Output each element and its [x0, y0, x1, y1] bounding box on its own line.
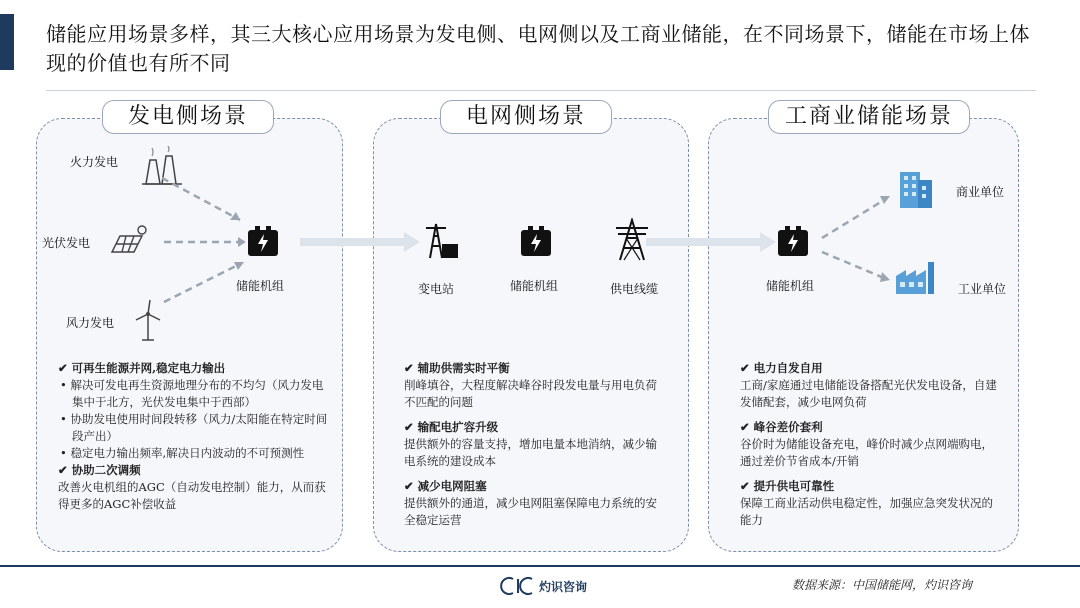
point-text: 谷价时为储能设备充电，峰价时减少点网端购电，通过差价节省成本/开销 — [740, 437, 993, 468]
substation-icon — [418, 220, 460, 260]
panel-title-generation: 发电侧场景 — [102, 100, 274, 134]
point-bullet: • 协助发电使用时间段转移（风力/太阳能在特定时间段产出） — [60, 412, 328, 443]
point-head: ✔ 提升供电可靠性 — [740, 479, 835, 493]
label-substation: 变电站 — [418, 282, 455, 296]
point-text: 削峰填谷，大程度解决峰谷时段发电量与用电负荷不匹配的问题 — [404, 378, 657, 409]
label-industrial-unit: 工业单位 — [958, 282, 1007, 296]
office-building-icon — [894, 166, 936, 210]
label-storage-unit-2: 储能机组 — [510, 279, 559, 293]
panel-title-grid: 电网侧场景 — [440, 100, 612, 134]
point-text: 改善火电机组的AGC（自动发电控制）能力，从而获得更多的AGC补偿收益 — [58, 480, 326, 511]
solar-panel-icon — [108, 222, 150, 258]
label-wind-power: 风力发电 — [66, 316, 115, 330]
point-head: ✔ 输配电扩容升级 — [404, 420, 499, 434]
panel-1-text — [58, 360, 328, 513]
point-head: ✔ 协助二次调频 — [58, 463, 141, 477]
label-solar-power: 光伏发电 — [42, 236, 91, 250]
point-text: 保障工商业活动供电稳定性，加强应急突发状况的能力 — [740, 496, 993, 527]
footer-divider — [0, 565, 1080, 567]
data-source: 数据来源：中国储能网，灼识咨询 — [792, 578, 973, 592]
point-head: ✔ 峰谷差价套利 — [740, 420, 823, 434]
connector-arrow-1 — [300, 230, 420, 254]
panel-title-commercial: 工商业储能场景 — [768, 100, 970, 134]
point-head: ✔ 可再生能源并网,稳定电力输出 — [58, 361, 226, 375]
point-text: 提供额外的容量支持，增加电量本地消纳，减少输电系统的建设成本 — [404, 437, 657, 468]
point-bullet: • 解决可发电再生资源地理分布的不均匀（风力发电集中于北方，光伏发电集中于西部） — [60, 378, 324, 409]
point-head: ✔ 减少电网阻塞 — [404, 479, 487, 493]
panel-2-text — [404, 360, 666, 529]
label-commercial-unit: 商业单位 — [956, 185, 1005, 199]
panel-3-text — [740, 360, 1002, 529]
battery-storage-icon — [776, 226, 810, 256]
point-text: 工商/家庭通过电储能设备搭配光伏发电设备，自建发储配套，减少电网负荷 — [740, 378, 997, 409]
page-title: 储能应用场景多样，其三大核心应用场景为发电侧、电网侧以及工商业储能，在不同场景下，储能在市场上体现的价值也有所不同 — [46, 22, 1030, 75]
power-line-tower-icon — [612, 218, 652, 262]
point-text: 提供额外的通道，减少电网阻塞保障电力系统的安全稳定运营 — [404, 496, 657, 527]
label-storage-unit-3: 储能机组 — [766, 279, 815, 293]
label-power-lines: 供电线缆 — [610, 282, 659, 296]
factory-icon — [892, 256, 938, 296]
label-thermal-power: 火力发电 — [70, 155, 119, 169]
battery-storage-icon — [519, 226, 553, 256]
point-bullet: • 稳定电力输出频率,解决日内波动的不可预测性 — [60, 446, 305, 460]
point-head: ✔ 辅助供需实时平衡 — [404, 361, 510, 375]
svg-text:灼识咨询: 灼识咨询 — [539, 580, 588, 594]
connector-arrow-2 — [646, 230, 776, 254]
point-head: ✔ 电力自发自用 — [740, 361, 823, 375]
title-divider — [46, 90, 1036, 91]
title-accent-bar — [0, 14, 14, 70]
battery-storage-icon — [246, 226, 280, 256]
label-storage-unit-1: 储能机组 — [236, 279, 285, 293]
commercial-arrows — [818, 190, 898, 290]
company-logo — [497, 574, 607, 600]
